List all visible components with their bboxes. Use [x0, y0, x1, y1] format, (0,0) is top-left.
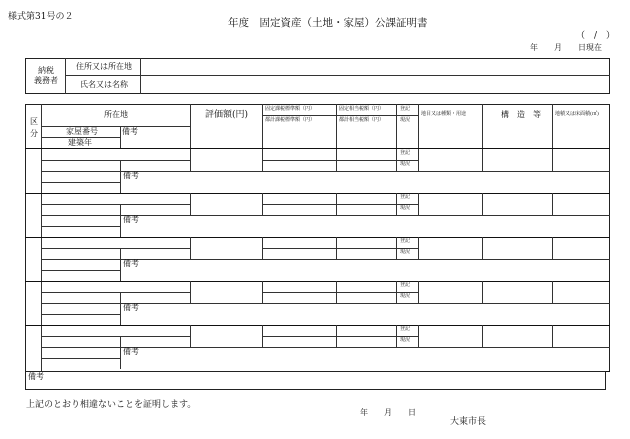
grid-line	[418, 193, 419, 215]
grid-line	[41, 336, 190, 337]
grid-line	[262, 204, 418, 205]
row-current-label: 現況	[400, 205, 411, 211]
row-registered-label: 登記	[400, 150, 411, 156]
grid-line	[482, 281, 483, 303]
grid-line	[262, 248, 418, 249]
certification-text: 上記のとおり相違ないことを証明します。	[26, 400, 197, 410]
grid-line	[418, 237, 419, 259]
land-category-header: 地目又は種類・用途	[421, 111, 467, 117]
row-registered-label: 登記	[400, 282, 411, 288]
grid-line	[418, 281, 419, 303]
grid-line	[482, 237, 483, 259]
grid-line	[120, 292, 121, 325]
kubun-label-2: 分	[30, 129, 38, 138]
name-label: 氏名又は名称	[80, 80, 128, 89]
row-current-label: 現況	[400, 249, 411, 255]
grid-line	[41, 204, 190, 205]
row-registered-label: 登記	[400, 326, 411, 332]
grid-line	[41, 358, 121, 359]
city-tax-standard-header: 都計課税標準額（円）	[265, 117, 316, 123]
grid-line	[41, 270, 121, 271]
grid-line	[41, 292, 190, 293]
row-remarks-label: 備考	[123, 303, 139, 312]
house-number-header: 家屋番号	[66, 127, 98, 136]
grid-line	[190, 149, 191, 171]
grid-line	[482, 325, 483, 347]
grid-line	[418, 325, 419, 347]
area-header: 地積又は床面積(㎡)	[555, 111, 599, 117]
certification-date: 年 月 日	[360, 408, 416, 417]
registered-header: 登記	[400, 106, 411, 112]
row-remarks-label: 備考	[123, 259, 139, 268]
grid-line	[552, 149, 553, 171]
current-header: 現況	[400, 117, 411, 123]
row-current-label: 現況	[400, 337, 411, 343]
grid-line	[190, 237, 191, 259]
grid-line	[120, 336, 121, 369]
grid-line	[418, 149, 419, 171]
city-tax-amount-header: 都計相当税額（円）	[339, 117, 385, 123]
grid-line	[552, 237, 553, 259]
address-field[interactable]	[141, 59, 609, 75]
address-label: 住所又は所在地	[76, 62, 132, 71]
grid-line	[262, 336, 418, 337]
name-field[interactable]	[141, 76, 609, 93]
fixed-tax-standard-header: 固定課税標準額（円）	[265, 106, 316, 112]
grid-line	[262, 160, 418, 161]
grid-line	[41, 182, 121, 183]
page-number: （ / ）	[576, 31, 616, 41]
row-current-label: 現況	[400, 161, 411, 167]
grid-line	[552, 193, 553, 215]
grid-line	[482, 149, 483, 171]
taxpayer-label-2: 義務者	[34, 76, 58, 85]
row-remarks-label: 備考	[123, 215, 139, 224]
document-title: 年度 固定資産（土地・家屋）公課証明書	[228, 17, 428, 29]
as-of-date: 年 月 日現在	[530, 43, 602, 52]
grid-line	[552, 281, 553, 303]
grid-line	[41, 226, 121, 227]
grid-line	[262, 292, 418, 293]
grid-line	[482, 193, 483, 215]
row-remarks-label: 備考	[123, 347, 139, 356]
grid-line	[190, 193, 191, 215]
issuer-name: 大東市長	[450, 417, 487, 427]
valuation-header: 評価額(円)	[205, 110, 249, 120]
fixed-tax-amount-header: 固定相当税額（円）	[339, 106, 385, 112]
taxpayer-label-1: 納税	[38, 66, 54, 75]
grid-line	[120, 160, 121, 193]
built-year-header: 建築年	[68, 138, 92, 147]
grid-line	[190, 325, 191, 347]
form-number: 様式第31号の２	[8, 12, 74, 22]
grid-line	[41, 314, 121, 315]
row-remarks-label: 備考	[123, 171, 139, 180]
grid-line	[41, 160, 190, 161]
grid-line	[190, 281, 191, 303]
remarks-header: 備考	[122, 127, 138, 136]
location-header: 所在地	[104, 110, 128, 119]
row-current-label: 現況	[400, 293, 411, 299]
row-registered-label: 登記	[400, 238, 411, 244]
footer-remarks-box	[25, 371, 606, 390]
row-registered-label: 登記	[400, 194, 411, 200]
grid-line	[41, 248, 190, 249]
grid-line	[120, 248, 121, 281]
kubun-label-1: 区	[30, 117, 38, 126]
footer-remarks-label: 備考	[28, 372, 44, 381]
grid-line	[552, 325, 553, 347]
structure-header: 構 造 等	[501, 110, 541, 119]
grid-line	[120, 204, 121, 237]
